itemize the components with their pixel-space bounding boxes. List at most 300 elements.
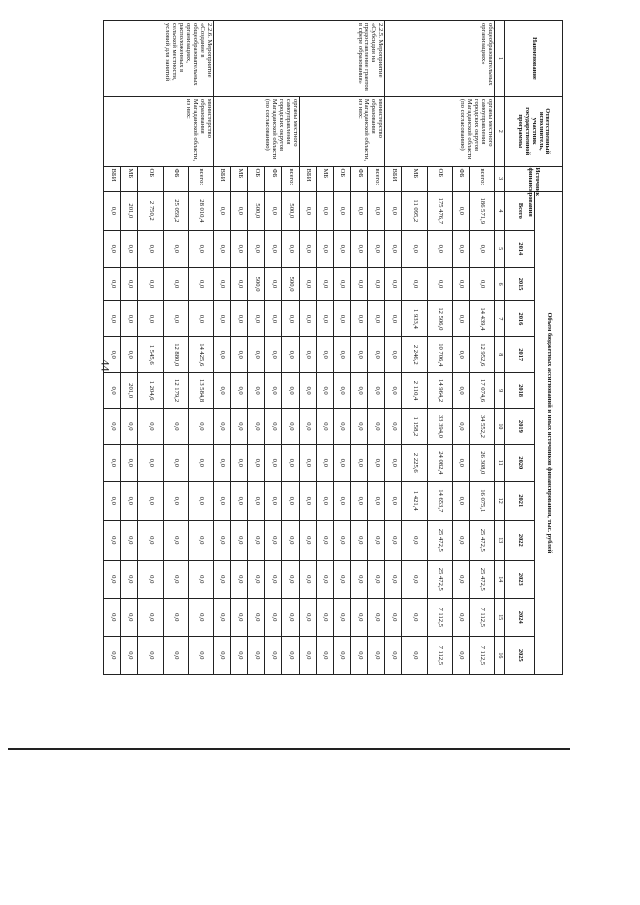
value-cell: 0,0	[402, 267, 427, 301]
value-cell: 0,0	[231, 337, 248, 373]
value-cell: 25 059,2	[163, 191, 188, 230]
value-cell: 1 421,4	[402, 481, 427, 520]
value-cell: 0,0	[299, 337, 316, 373]
value-cell: 0,0	[163, 560, 188, 598]
value-cell: 0,0	[316, 481, 333, 520]
value-cell: 0,0	[299, 520, 316, 560]
source-cell: всего:	[368, 166, 385, 191]
value-cell: 0,0	[385, 560, 402, 598]
value-cell: 0,0	[231, 267, 248, 301]
value-cell: 14 439,4	[469, 301, 494, 337]
value-cell: 0,0	[231, 636, 248, 674]
value-cell: 0,0	[213, 337, 230, 373]
value-cell: 0,0	[248, 230, 265, 267]
value-cell: 0,0	[138, 520, 163, 560]
value-cell: 0,0	[351, 598, 368, 636]
value-cell: 0,0	[104, 598, 121, 636]
value-cell: 0,0	[316, 337, 333, 373]
value-cell: 0,0	[231, 230, 248, 267]
col-index: 10	[495, 409, 505, 445]
value-cell: 7 112,5	[469, 598, 494, 636]
value-cell: 0,0	[452, 636, 469, 674]
value-cell: 25 472,5	[469, 560, 494, 598]
value-cell: 0,0	[351, 481, 368, 520]
value-cell: 0,0	[316, 560, 333, 598]
value-cell: 0,0	[333, 373, 350, 409]
value-cell: 0,0	[265, 409, 282, 445]
value-cell: 0,0	[104, 230, 121, 267]
value-cell: 0,0	[188, 636, 213, 674]
value-cell: 0,0	[213, 560, 230, 598]
value-cell: 0,0	[213, 267, 230, 301]
financing-table	[103, 20, 563, 675]
value-cell: 0,0	[248, 444, 265, 481]
value-cell: 0,0	[351, 301, 368, 337]
value-cell: 0,0	[452, 191, 469, 230]
value-cell: 0,0	[299, 636, 316, 674]
value-cell: 0,0	[368, 560, 385, 598]
value-cell: 0,0	[231, 520, 248, 560]
value-cell: 0,0	[104, 191, 121, 230]
table-row	[368, 21, 385, 675]
value-cell: 0,0	[333, 267, 350, 301]
value-cell: 0,0	[121, 230, 138, 267]
source-cell: ОБ	[248, 166, 265, 191]
value-cell: 0,0	[316, 636, 333, 674]
value-cell: 0,0	[265, 267, 282, 301]
value-cell: 0,0	[121, 301, 138, 337]
value-cell: 25 472,5	[427, 520, 452, 560]
value-cell: 0,0	[104, 267, 121, 301]
value-cell: 17 074,6	[469, 373, 494, 409]
value-cell: 0,0	[265, 520, 282, 560]
col-index: 11	[495, 444, 505, 481]
value-cell: 24 082,4	[427, 444, 452, 481]
header-name: Наименование	[505, 21, 563, 97]
value-cell: 0,0	[121, 481, 138, 520]
value-cell: 0,0	[385, 409, 402, 445]
value-cell: 0,0	[368, 267, 385, 301]
value-cell: 0,0	[402, 520, 427, 560]
value-cell: 0,0	[138, 560, 163, 598]
page-number: 44	[98, 359, 113, 372]
value-cell: 0,0	[265, 301, 282, 337]
value-cell: 0,0	[104, 337, 121, 373]
responsible-cell: органы местного самоуправления городских округов Магаданской области (по согласованию)	[213, 96, 299, 166]
value-cell: 0,0	[138, 598, 163, 636]
value-cell: 0,0	[452, 520, 469, 560]
value-cell: 0,0	[333, 520, 350, 560]
col-index: 16	[495, 636, 505, 674]
value-cell: 12 952,6	[469, 337, 494, 373]
value-cell: 0,0	[248, 373, 265, 409]
value-cell: 0,0	[121, 409, 138, 445]
value-cell: 0,0	[265, 373, 282, 409]
value-cell: 0,0	[299, 191, 316, 230]
col-index: 7	[495, 301, 505, 337]
measure-name: 2.2.6. Мероприятие «Создание в общеобразовательных организациях, расположенных в сельской местности, условий для занятий	[104, 21, 214, 97]
table-row	[188, 21, 213, 675]
value-cell: 0,0	[121, 560, 138, 598]
value-cell: 186 571,9	[469, 191, 494, 230]
value-cell: 0,0	[213, 481, 230, 520]
value-cell: 0,0	[316, 409, 333, 445]
value-cell: 0,0	[402, 230, 427, 267]
header-volume: Объем бюджетных ассигнований и иных источников финансирования, тыс. рублей	[535, 191, 563, 674]
value-cell: 0,0	[452, 444, 469, 481]
value-cell: 0,0	[282, 520, 299, 560]
source-cell: всего:	[469, 166, 494, 191]
value-cell: 500,0	[282, 191, 299, 230]
value-cell: 0,0	[121, 444, 138, 481]
value-cell: 0,0	[316, 230, 333, 267]
value-cell: 0,0	[368, 636, 385, 674]
value-cell: 0,0	[163, 230, 188, 267]
value-cell: 0,0	[452, 409, 469, 445]
value-cell: 0,0	[351, 230, 368, 267]
value-cell: 0,0	[121, 636, 138, 674]
value-cell: 14 425,6	[188, 337, 213, 373]
value-cell: 0,0	[265, 560, 282, 598]
value-cell: 0,0	[213, 230, 230, 267]
responsible-cell: министерство образования Магаданской области, из них:	[104, 96, 214, 166]
value-cell: 0,0	[469, 267, 494, 301]
source-cell: МБ	[316, 166, 333, 191]
value-cell: 0,0	[452, 230, 469, 267]
scan-edge-bar	[8, 748, 570, 750]
value-cell: 34 552,2	[469, 409, 494, 445]
value-cell: 0,0	[104, 481, 121, 520]
value-cell: 0,0	[351, 337, 368, 373]
value-cell: 0,0	[163, 267, 188, 301]
value-cell: 11 095,2	[402, 191, 427, 230]
value-cell: 0,0	[351, 191, 368, 230]
value-cell: 0,0	[402, 636, 427, 674]
value-cell: 0,0	[316, 267, 333, 301]
value-cell: 0,0	[188, 301, 213, 337]
table-row	[469, 21, 494, 675]
value-cell: 0,0	[248, 481, 265, 520]
value-cell: 0,0	[265, 636, 282, 674]
value-cell: 2 225,6	[402, 444, 427, 481]
value-cell: 13 584,8	[188, 373, 213, 409]
value-cell: 2 246,2	[402, 337, 427, 373]
value-cell: 0,0	[368, 444, 385, 481]
responsible-cell: органы местного самоуправления городских округов Магаданской области (по согласованию)	[385, 96, 495, 166]
value-cell: 0,0	[163, 409, 188, 445]
value-cell: 0,0	[282, 409, 299, 445]
value-cell: 0,0	[121, 598, 138, 636]
header-year: 2015	[505, 267, 535, 301]
value-cell: 0,0	[299, 267, 316, 301]
value-cell: 0,0	[368, 191, 385, 230]
value-cell: 0,0	[385, 481, 402, 520]
value-cell: 0,0	[299, 373, 316, 409]
value-cell: 0,0	[138, 444, 163, 481]
col-index: 15	[495, 598, 505, 636]
value-cell: 0,0	[316, 373, 333, 409]
source-cell: ОБ	[333, 166, 350, 191]
value-cell: 0,0	[231, 598, 248, 636]
value-cell: 0,0	[427, 230, 452, 267]
header-year: 2024	[505, 598, 535, 636]
value-cell: 0,0	[427, 267, 452, 301]
source-cell: ВБИ	[299, 166, 316, 191]
header-year: 2022	[505, 520, 535, 560]
value-cell: 0,0	[282, 444, 299, 481]
value-cell: 0,0	[333, 481, 350, 520]
source-cell: ФБ	[351, 166, 368, 191]
value-cell: 0,0	[265, 481, 282, 520]
value-cell: 0,0	[368, 301, 385, 337]
value-cell: 14 964,2	[427, 373, 452, 409]
value-cell: 1 933,4	[402, 301, 427, 337]
value-cell: 0,0	[282, 636, 299, 674]
value-cell: 0,0	[452, 373, 469, 409]
value-cell: 0,0	[104, 373, 121, 409]
value-cell: 0,0	[452, 481, 469, 520]
value-cell: 0,0	[282, 337, 299, 373]
rotated-page	[103, 20, 563, 675]
header-year: 2020	[505, 444, 535, 481]
value-cell: 0,0	[385, 230, 402, 267]
value-cell: 0,0	[385, 520, 402, 560]
value-cell: 0,0	[121, 520, 138, 560]
value-cell: 0,0	[452, 301, 469, 337]
value-cell: 0,0	[316, 444, 333, 481]
value-cell: 0,0	[213, 409, 230, 445]
value-cell: 0,0	[368, 481, 385, 520]
value-cell: 0,0	[452, 598, 469, 636]
value-cell: 7 112,5	[427, 636, 452, 674]
value-cell: 0,0	[188, 598, 213, 636]
col-index: 8	[495, 337, 505, 373]
value-cell: 0,0	[333, 598, 350, 636]
value-cell: 0,0	[333, 230, 350, 267]
value-cell: 7 112,5	[427, 598, 452, 636]
value-cell: 0,0	[368, 373, 385, 409]
value-cell: 0,0	[248, 560, 265, 598]
value-cell: 0,0	[231, 191, 248, 230]
value-cell: 0,0	[351, 520, 368, 560]
value-cell: 0,0	[368, 409, 385, 445]
value-cell: 0,0	[299, 301, 316, 337]
value-cell: 2 110,4	[402, 373, 427, 409]
value-cell: 2 750,2	[138, 191, 163, 230]
value-cell: 0,0	[299, 560, 316, 598]
value-cell: 0,0	[104, 444, 121, 481]
value-cell: 25 472,5	[469, 520, 494, 560]
header-responsible: Ответственный исполнитель, участник государственной программы	[505, 96, 563, 166]
value-cell: 0,0	[469, 230, 494, 267]
value-cell: 0,0	[248, 301, 265, 337]
header-year: 2018	[505, 373, 535, 409]
value-cell: 7 112,5	[469, 636, 494, 674]
value-cell: 0,0	[316, 301, 333, 337]
source-cell: ФБ	[452, 166, 469, 191]
value-cell: 0,0	[231, 301, 248, 337]
header-year: 2023	[505, 560, 535, 598]
value-cell: 33 394,0	[427, 409, 452, 445]
value-cell: 0,0	[213, 191, 230, 230]
value-cell: 0,0	[282, 598, 299, 636]
value-cell: 0,0	[231, 444, 248, 481]
value-cell: 0,0	[265, 191, 282, 230]
header-year: 2016	[505, 301, 535, 337]
value-cell: 28 010,4	[188, 191, 213, 230]
value-cell: 0,0	[333, 191, 350, 230]
column-index-row	[495, 21, 505, 675]
header-year: 2021	[505, 481, 535, 520]
value-cell: 0,0	[188, 444, 213, 481]
value-cell: 0,0	[265, 337, 282, 373]
header-total: Всего	[505, 191, 535, 230]
value-cell: 0,0	[333, 409, 350, 445]
value-cell: 0,0	[299, 409, 316, 445]
col-index: 9	[495, 373, 505, 409]
value-cell: 0,0	[333, 301, 350, 337]
value-cell: 0,0	[138, 301, 163, 337]
source-cell: ВБИ	[385, 166, 402, 191]
value-cell: 25 472,5	[427, 560, 452, 598]
value-cell: 0,0	[248, 598, 265, 636]
measure-name: общеобразовательных организациях»	[385, 21, 495, 97]
table-row	[282, 21, 299, 675]
col-index: 13	[495, 520, 505, 560]
value-cell: 0,0	[163, 301, 188, 337]
value-cell: 0,0	[385, 373, 402, 409]
value-cell: 0,0	[265, 444, 282, 481]
col-index: 14	[495, 560, 505, 598]
value-cell: 0,0	[402, 598, 427, 636]
source-cell: МБ	[402, 166, 427, 191]
value-cell: 0,0	[213, 598, 230, 636]
value-cell: 0,0	[282, 230, 299, 267]
value-cell: 0,0	[213, 373, 230, 409]
responsible-cell: министерство образования Магаданской области, из них:	[299, 96, 385, 166]
value-cell: 26 308,0	[469, 444, 494, 481]
value-cell: 0,0	[385, 444, 402, 481]
header-year: 2025	[505, 636, 535, 674]
value-cell: 0,0	[351, 267, 368, 301]
value-cell: 0,0	[248, 337, 265, 373]
col-index: 3	[495, 166, 505, 191]
value-cell: 0,0	[213, 520, 230, 560]
value-cell: 0,0	[333, 636, 350, 674]
value-cell: 201,0	[121, 373, 138, 409]
value-cell: 0,0	[188, 267, 213, 301]
source-cell: ВБИ	[104, 166, 121, 191]
source-cell: всего:	[282, 166, 299, 191]
value-cell: 0,0	[248, 636, 265, 674]
value-cell: 0,0	[351, 444, 368, 481]
value-cell: 0,0	[188, 409, 213, 445]
value-cell: 0,0	[368, 520, 385, 560]
value-cell: 0,0	[385, 191, 402, 230]
header-year: 2014	[505, 230, 535, 267]
value-cell: 0,0	[231, 409, 248, 445]
value-cell: 16 075,1	[469, 481, 494, 520]
value-cell: 500,0	[282, 267, 299, 301]
value-cell: 0,0	[188, 230, 213, 267]
value-cell: 0,0	[282, 481, 299, 520]
value-cell: 0,0	[121, 337, 138, 373]
value-cell: 1 158,2	[402, 409, 427, 445]
value-cell: 0,0	[368, 230, 385, 267]
col-index: 2	[495, 96, 505, 166]
value-cell: 12 880,0	[163, 337, 188, 373]
value-cell: 0,0	[213, 301, 230, 337]
header-source: Источник финансирования	[505, 166, 563, 191]
value-cell: 0,0	[351, 373, 368, 409]
value-cell: 0,0	[188, 520, 213, 560]
source-cell: МБ	[231, 166, 248, 191]
source-cell: ФБ	[163, 166, 188, 191]
source-cell: всего:	[188, 166, 213, 191]
value-cell: 0,0	[299, 444, 316, 481]
value-cell: 0,0	[138, 636, 163, 674]
value-cell: 0,0	[231, 373, 248, 409]
table-body	[104, 21, 495, 675]
value-cell: 0,0	[163, 636, 188, 674]
measure-name: 2.2.5. Мероприятие «Субсидии на предоставление грантов в сфере образования»	[213, 21, 384, 97]
value-cell: 0,0	[104, 409, 121, 445]
value-cell: 12 179,2	[163, 373, 188, 409]
col-index: 12	[495, 481, 505, 520]
value-cell: 14 653,7	[427, 481, 452, 520]
value-cell: 1 545,6	[138, 337, 163, 373]
value-cell: 0,0	[163, 520, 188, 560]
value-cell: 0,0	[452, 337, 469, 373]
value-cell: 0,0	[104, 560, 121, 598]
value-cell: 0,0	[188, 481, 213, 520]
value-cell: 0,0	[163, 444, 188, 481]
value-cell: 0,0	[248, 520, 265, 560]
source-cell: ОБ	[427, 166, 452, 191]
value-cell: 0,0	[385, 598, 402, 636]
source-cell: МБ	[121, 166, 138, 191]
col-index: 6	[495, 267, 505, 301]
value-cell: 12 506,0	[427, 301, 452, 337]
value-cell: 500,0	[248, 191, 265, 230]
value-cell: 10 706,4	[427, 337, 452, 373]
value-cell: 0,0	[299, 230, 316, 267]
source-cell: ВБИ	[213, 166, 230, 191]
header-year: 2017	[505, 337, 535, 373]
value-cell: 0,0	[163, 481, 188, 520]
value-cell: 0,0	[385, 267, 402, 301]
value-cell: 0,0	[351, 636, 368, 674]
value-cell: 0,0	[231, 481, 248, 520]
value-cell: 0,0	[402, 560, 427, 598]
value-cell: 0,0	[248, 409, 265, 445]
col-index: 5	[495, 230, 505, 267]
value-cell: 0,0	[351, 560, 368, 598]
value-cell: 0,0	[138, 230, 163, 267]
col-index: 4	[495, 191, 505, 230]
value-cell: 0,0	[104, 301, 121, 337]
value-cell: 0,0	[138, 267, 163, 301]
value-cell: 0,0	[231, 560, 248, 598]
value-cell: 0,0	[452, 560, 469, 598]
value-cell: 0,0	[299, 481, 316, 520]
header-year: 2019	[505, 409, 535, 445]
value-cell: 0,0	[351, 409, 368, 445]
value-cell: 0,0	[333, 337, 350, 373]
value-cell: 0,0	[138, 409, 163, 445]
value-cell: 0,0	[316, 598, 333, 636]
value-cell: 0,0	[282, 560, 299, 598]
